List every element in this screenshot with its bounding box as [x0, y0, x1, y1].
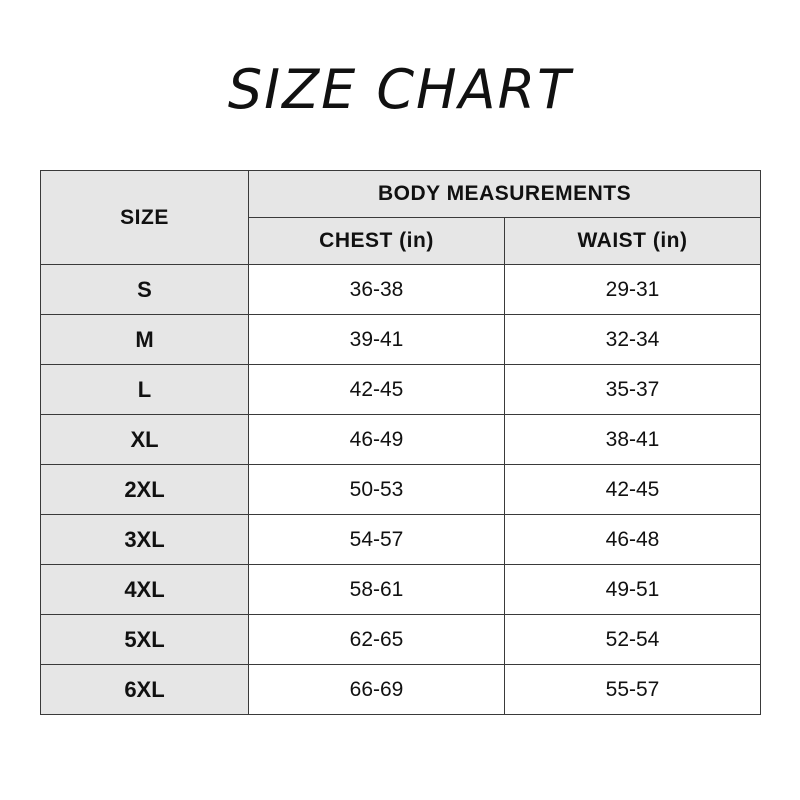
column-header-size: SIZE — [41, 171, 249, 265]
cell-size: 2XL — [41, 465, 249, 515]
cell-size: 5XL — [41, 615, 249, 665]
cell-size: L — [41, 365, 249, 415]
table-row — [41, 415, 761, 465]
size-chart-table — [40, 170, 761, 715]
cell-waist: 29-31 — [505, 265, 761, 315]
table-row — [41, 615, 761, 665]
cell-chest: 58-61 — [249, 565, 505, 615]
cell-size: 6XL — [41, 665, 249, 715]
column-header-chest: CHEST (in) — [249, 218, 505, 265]
cell-waist: 42-45 — [505, 465, 761, 515]
column-header-body-measurements: BODY MEASUREMENTS — [249, 171, 761, 218]
table-header — [41, 171, 761, 265]
cell-size: 4XL — [41, 565, 249, 615]
table-body — [41, 265, 761, 715]
table-row — [41, 665, 761, 715]
cell-waist: 55-57 — [505, 665, 761, 715]
cell-size: S — [41, 265, 249, 315]
cell-waist: 46-48 — [505, 515, 761, 565]
cell-chest: 42-45 — [249, 365, 505, 415]
cell-chest: 39-41 — [249, 315, 505, 365]
cell-waist: 38-41 — [505, 415, 761, 465]
table-row — [41, 565, 761, 615]
cell-chest: 50-53 — [249, 465, 505, 515]
table-row — [41, 265, 761, 315]
table-row — [41, 365, 761, 415]
page-title: SIZE CHART — [227, 58, 573, 121]
cell-waist: 49-51 — [505, 565, 761, 615]
cell-waist: 35-37 — [505, 365, 761, 415]
table-row — [41, 515, 761, 565]
cell-chest: 54-57 — [249, 515, 505, 565]
column-header-waist: WAIST (in) — [505, 218, 761, 265]
size-chart-table-wrapper — [40, 170, 760, 715]
cell-chest: 46-49 — [249, 415, 505, 465]
table-row — [41, 315, 761, 365]
table-row — [41, 465, 761, 515]
cell-chest: 36-38 — [249, 265, 505, 315]
cell-waist: 32-34 — [505, 315, 761, 365]
cell-size: 3XL — [41, 515, 249, 565]
table-header-row-group — [41, 171, 761, 218]
cell-chest: 62-65 — [249, 615, 505, 665]
cell-chest: 66-69 — [249, 665, 505, 715]
cell-size: M — [41, 315, 249, 365]
cell-size: XL — [41, 415, 249, 465]
cell-waist: 52-54 — [505, 615, 761, 665]
